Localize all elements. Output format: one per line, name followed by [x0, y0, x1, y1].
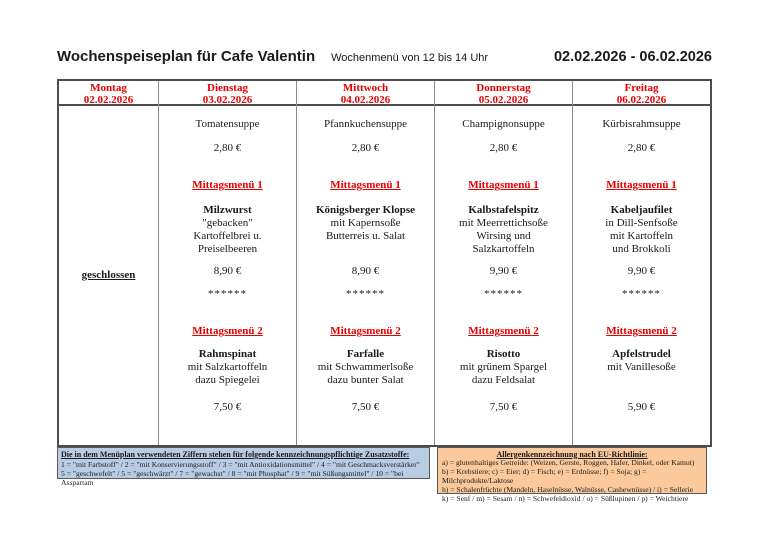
menu2-dish [435, 348, 572, 387]
allergens-legend [437, 447, 707, 503]
menu1-dish [573, 204, 710, 256]
menu1-price: 9,90 € [627, 265, 656, 277]
allergens-legend-line: k) = Senf / m) = Sesam / n) = Schwefeldioxid / o) = Süßlupinen / p) = Weichtiere [442, 493, 689, 503]
additives-legend-line: 5 = "geschwefelt" / 5 = "geschwärzt" / 7 = "gewachst" / 8 = "mit Phosphat" / 9 = "mit Süßungsmittel" / 10 = "bei Asspartam [61, 468, 404, 488]
menu1-label: Mittagsmenü 1 [468, 179, 539, 191]
menu1-desc-line: mit Meerrettichsoße [459, 217, 548, 229]
day-name: Donnerstag [476, 82, 531, 94]
soup-price: 2,80 € [489, 142, 518, 154]
menu1-title: Milzwurst [203, 204, 252, 216]
menu1-price: 8,90 € [351, 265, 380, 277]
day-name: Freitag [624, 82, 659, 94]
day-header [435, 81, 572, 106]
menu2-desc-line: dazu bunter Salat [327, 374, 404, 386]
menu2-desc-line: mit Vanillesoße [607, 361, 676, 373]
menu2-title: Risotto [486, 348, 521, 360]
menu2-desc-line: mit Salzkartoffeln [187, 361, 268, 373]
soup-name: Kürbisrahmsuppe [602, 118, 681, 130]
additives-legend-title: Die in dem Menüplan verwendeten Ziffern stehen für folgende kennzeichnungspflichtige Zusatzstoffe: [61, 450, 410, 459]
soup-price: 2,80 € [351, 142, 380, 154]
additives-legend-line: 1 = "mit Farbstoff" / 2 = "mit Konservierungsstoff" / 3 = "mit Antioxidationsmittel" / 4 = "mit Geschmacksverstärker" [61, 459, 420, 469]
menu2-dish [297, 348, 434, 387]
day-date: 02.02.2026 [83, 94, 134, 106]
menu2-label: Mittagsmenü 2 [192, 325, 263, 337]
soup-name: Tomatensuppe [195, 118, 260, 130]
menu2-label: Mittagsmenü 2 [606, 325, 677, 337]
menu1-title: Königsberger Klopse [315, 204, 416, 216]
day-column-montag [59, 81, 158, 445]
day-column-donnerstag [434, 81, 572, 445]
day-body-closed [59, 106, 158, 445]
menu1-desc-line: Salzkartoffeln [472, 243, 535, 255]
menu1-desc-line: Butterreis u. Salat [325, 230, 406, 242]
day-column-freitag [572, 81, 710, 445]
day-date: 03.02.2026 [202, 94, 253, 106]
day-body [159, 106, 296, 445]
separator-stars: ****** [346, 288, 385, 300]
day-header [573, 81, 710, 106]
menu1-desc-line: "gebacken" [202, 217, 253, 229]
menu1-desc-line: mit Kartoffeln [609, 230, 674, 242]
soup-price: 2,80 € [627, 142, 656, 154]
menu1-desc-line: Preiselbeeren [197, 243, 258, 255]
allergens-legend-line: a) = glutenhaltiges Getreide: (Weizen, Gerste, Roggen, Hafer, Dinkel, oder Kamut) [442, 458, 695, 467]
day-body [435, 106, 572, 445]
soup-name: Pfannkuchensuppe [323, 118, 408, 130]
menu2-desc-line: dazu Feldsalat [471, 374, 536, 386]
menu2-title: Farfalle [346, 348, 385, 360]
day-column-mittwoch [296, 81, 434, 445]
menu2-title: Rahmspinat [198, 348, 257, 360]
day-name: Montag [90, 82, 127, 94]
menu1-dish [435, 204, 572, 256]
page-title: Wochenspeiseplan für Cafe Valentin [57, 48, 316, 65]
menu1-label: Mittagsmenü 1 [192, 179, 263, 191]
menu1-desc-line: mit Kapernsoße [330, 217, 401, 229]
menu1-dish [297, 204, 434, 256]
additives-legend [57, 447, 430, 488]
day-body [573, 106, 710, 445]
menu1-label: Mittagsmenü 1 [330, 179, 401, 191]
menu-table [57, 79, 712, 447]
menu2-dish [159, 348, 296, 387]
day-name: Mittwoch [342, 82, 389, 94]
day-date: 05.02.2026 [478, 94, 529, 106]
menu1-title: Kalbstafelspitz [468, 204, 539, 216]
menu2-price: 5,90 € [627, 401, 656, 413]
day-name: Dienstag [207, 82, 248, 94]
separator-stars: ****** [208, 288, 247, 300]
day-body [297, 106, 434, 445]
separator-stars: ****** [622, 288, 661, 300]
allergens-legend-line: h) = Schalenfrüchte (Mandeln, Haselnüsse, Walnüsse, Cashewnüsse) / i) = Sellerie [442, 484, 693, 494]
menu1-desc-line: und Brokkoli [612, 243, 671, 255]
soup-name: Champignonsuppe [462, 118, 545, 130]
menu1-label: Mittagsmenü 1 [606, 179, 677, 191]
menu1-title: Kabeljaufilet [610, 204, 673, 216]
menu2-price: 7,50 € [213, 401, 242, 413]
menu2-label: Mittagsmenü 2 [468, 325, 539, 337]
allergens-legend-line: b) = Krebstiere; c) = Eier; d) = Fisch; e) = Erdnüsse; f) = Soja; g) = Milchprodukte/Laktose [442, 466, 647, 485]
menu1-price: 9,90 € [489, 265, 518, 277]
day-header [297, 81, 434, 106]
page-subtitle: Wochenmenü von 12 bis 14 Uhr [331, 52, 489, 64]
allergens-legend-title: Allergenkennzeichnung nach EU-Richtlinie: [496, 449, 648, 459]
menu2-desc-line: mit Schwammerlsoße [317, 361, 414, 373]
menu1-desc-line: in Dill-Senfsoße [605, 217, 678, 229]
menu1-desc-line: Wirsing und [476, 230, 531, 242]
menu1-desc-line: Kartoffelbrei u. [193, 230, 262, 242]
menu1-price: 8,90 € [213, 265, 242, 277]
separator-stars: ****** [484, 288, 523, 300]
menu2-title: Apfelstrudel [612, 348, 671, 360]
day-column-dienstag [158, 81, 296, 445]
page-header [57, 48, 712, 65]
menu2-price: 7,50 € [489, 401, 518, 413]
date-range: 02.02.2026 - 06.02.2026 [553, 49, 712, 65]
menu1-dish [159, 204, 296, 256]
menu2-desc-line: dazu Spiegelei [195, 374, 260, 386]
day-header [159, 81, 296, 106]
day-date: 04.02.2026 [340, 94, 391, 106]
menu2-label: Mittagsmenü 2 [330, 325, 401, 337]
menu2-price: 7,50 € [351, 401, 380, 413]
soup-price: 2,80 € [213, 142, 242, 154]
menu2-desc-line: mit grünem Spargel [459, 361, 548, 373]
day-date: 06.02.2026 [616, 94, 667, 106]
menu2-dish [573, 348, 710, 387]
closed-note: geschlossen [81, 269, 136, 281]
day-header [59, 81, 158, 106]
